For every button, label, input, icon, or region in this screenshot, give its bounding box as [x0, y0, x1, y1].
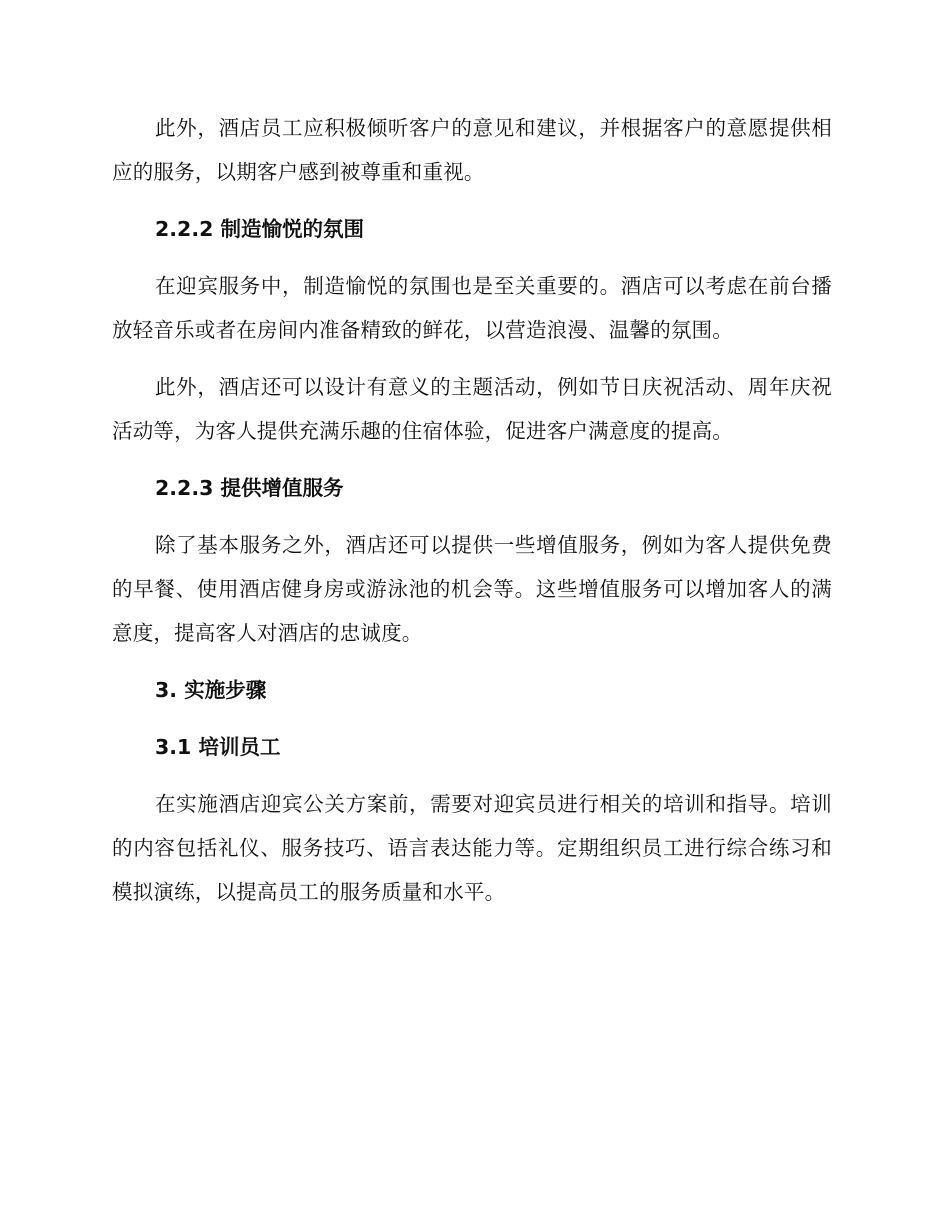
paragraph-atmosphere: 在迎宾服务中，制造愉悦的氛围也是至关重要的。酒店可以考虑在前台播放轻音乐或者在房间内准备精致的鲜花，以营造浪漫、温馨的氛围。	[112, 274, 832, 342]
heading-2-2-2: 2.2.2 制造愉悦的氛围	[155, 217, 365, 241]
paragraph-training: 在实施酒店迎宾公关方案前，需要对迎宾员进行相关的培训和指导。培训的内容包括礼仪、服务技巧、语言表达能力等。定期组织员工进行综合练习和模拟演练，以提高员工的服务质量和水平。	[112, 792, 832, 904]
paragraph-theme-activities: 此外，酒店还可以设计有意义的主题活动，例如节日庆祝活动、周年庆祝活动等，为客人提供充满乐趣的住宿体验，促进客户满意度的提高。	[112, 375, 832, 443]
document-page	[112, 106, 832, 914]
paragraph-listen-feedback: 此外，酒店员工应积极倾听客户的意见和建议，并根据客户的意愿提供相应的服务，以期客户感到被尊重和重视。	[112, 116, 832, 184]
heading-2-2-3: 2.2.3 提供增值服务	[155, 476, 344, 500]
paragraph-value-added: 除了基本服务之外，酒店还可以提供一些增值服务，例如为客人提供免费的早餐、使用酒店健身房或游泳池的机会等。这些增值服务可以增加客人的满意度，提高客人对酒店的忠诚度。	[112, 533, 832, 645]
heading-3-1: 3.1 培训员工	[155, 735, 281, 759]
heading-3: 3. 实施步骤	[155, 678, 267, 702]
